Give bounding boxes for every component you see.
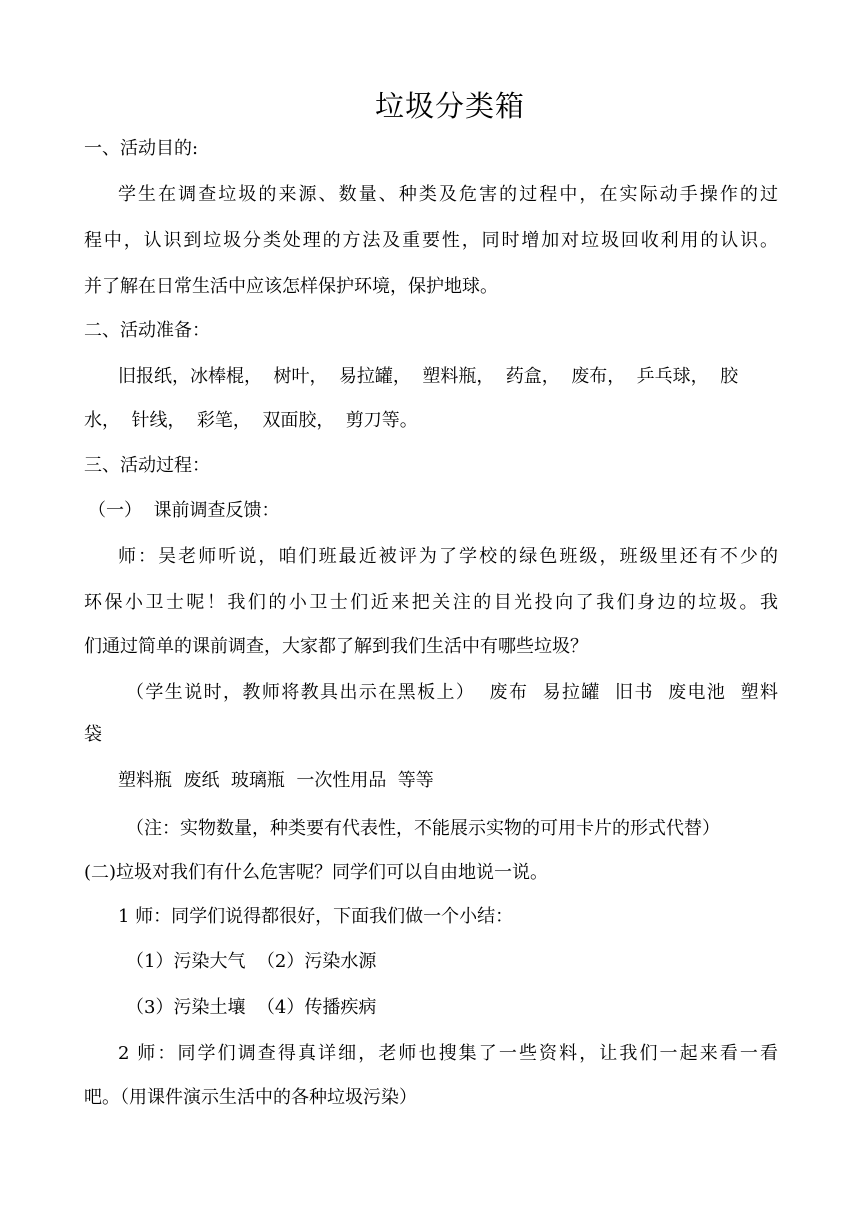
subsection-heading: （一） 课前调查反馈： bbox=[88, 500, 280, 521]
paragraph-line: 塑料瓶 废纸 玻璃瓶 一次性用品 等等 bbox=[118, 770, 434, 791]
paragraph-line: 2 师：同学们调查得真详细，老师也搜集了一些资料，让我们一起来看一看 bbox=[118, 1043, 778, 1064]
paragraph-line: 吧。（用课件演示生活中的各种垃圾污染） bbox=[84, 1087, 417, 1108]
paragraph-line: 袋 bbox=[84, 724, 102, 745]
paragraph-line: 学生在调查垃圾的来源、数量、种类及危害的过程中，在实际动手操作的过 bbox=[118, 184, 778, 205]
paragraph-line: 们通过简单的课前调查，大家都了解到我们生活中有哪些垃圾？ bbox=[84, 636, 588, 657]
paragraph-line: （学生说时，教师将教具出示在黑板上） 废布 易拉罐 旧书 废电池 塑料 bbox=[126, 682, 778, 703]
paragraph-line: 环保小卫士呢！我们的小卫士们近来把关注的目光投向了我们身边的垃圾。我 bbox=[84, 592, 778, 613]
materials-line bbox=[118, 364, 778, 390]
paragraph-line: 程中，认识到垃圾分类处理的方法及重要性，同时增加对垃圾回收利用的认识。 bbox=[84, 230, 778, 251]
subsection-heading: (二)垃圾对我们有什么危害呢？同学们可以自由地说一说。 bbox=[84, 862, 549, 883]
section-heading-purpose: 一、活动目的: bbox=[84, 138, 199, 159]
section-heading-process: 三、活动过程： bbox=[84, 455, 210, 476]
document-title: 垃圾分类箱 bbox=[374, 89, 525, 123]
paragraph-line: 并了解在日常生活中应该怎样保护环境，保护地球。 bbox=[84, 276, 498, 297]
materials-text: 旧报纸，冰棒棍， 树叶， 易拉罐， 塑料瓶， 药盒， 废布， 乒乓球， 胶 bbox=[118, 366, 739, 387]
paragraph-line: 师：吴老师听说，咱们班最近被评为了学校的绿色班级，班级里还有不少的 bbox=[118, 546, 778, 567]
list-item: （3）污染土壤 （4）传播疾病 bbox=[126, 997, 377, 1018]
list-item: （1）污染大气 （2）污染水源 bbox=[126, 951, 377, 972]
note-line: （注：实物数量，种类要有代表性，不能展示实物的可用卡片的形式代替） bbox=[126, 818, 720, 839]
section-heading-preparation: 二、活动准备： bbox=[84, 320, 210, 341]
materials-line: 水， 针线， 彩笔， 双面胶， 剪刀等。 bbox=[84, 410, 418, 431]
paragraph-line: 1 师：同学们说得都很好，下面我们做一个小结： bbox=[118, 906, 514, 927]
